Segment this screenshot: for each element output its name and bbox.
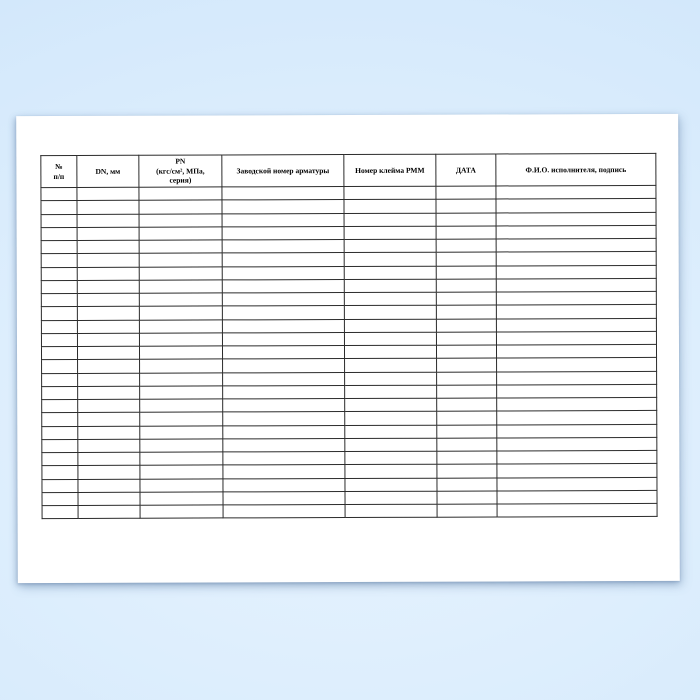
empty-cell [41,280,77,293]
empty-cell [223,425,345,439]
empty-cell [436,345,496,358]
empty-cell [436,239,496,252]
empty-cell [139,200,222,214]
document-page [16,114,680,583]
empty-cell [497,490,657,504]
empty-cell [437,385,497,398]
table-row [42,503,657,518]
empty-cell [222,253,344,267]
empty-cell [140,386,223,400]
empty-cell [41,254,77,267]
empty-cell [42,492,78,505]
empty-cell [139,293,222,307]
empty-cell [78,426,140,439]
empty-cell [496,305,656,319]
empty-cell [77,227,139,240]
empty-cell [222,200,344,214]
empty-cell [496,265,656,279]
empty-cell [78,373,140,386]
empty-cell [222,319,344,333]
empty-cell [344,345,436,359]
empty-cell [436,305,496,318]
empty-cell [139,227,222,241]
empty-cell [497,450,657,464]
empty-cell [140,505,223,519]
empty-cell [437,358,497,371]
empty-cell [496,278,656,292]
empty-cell [345,464,437,478]
empty-cell [41,187,77,200]
table-body [41,185,657,518]
empty-cell [436,226,496,239]
empty-cell [496,344,656,358]
empty-cell [436,186,496,199]
empty-cell [41,201,77,214]
fittings-log-table [40,153,657,519]
empty-cell [41,214,77,227]
empty-cell [41,240,77,253]
empty-cell [42,386,78,399]
empty-cell [437,398,497,411]
empty-cell [436,332,496,345]
empty-cell [139,280,222,294]
empty-cell [42,399,78,412]
empty-cell [41,320,77,333]
empty-cell [78,479,140,492]
empty-cell [344,292,436,306]
col-header-stamp-number: Номер клейма РММ [344,154,436,186]
empty-cell [223,438,345,452]
empty-cell [344,186,436,200]
empty-cell [345,491,437,505]
empty-cell [436,252,496,265]
empty-cell [42,413,78,426]
empty-cell [223,359,345,373]
empty-cell [223,505,345,519]
empty-cell [41,346,77,359]
empty-cell [42,452,78,465]
empty-cell [345,358,437,372]
empty-cell [223,385,345,399]
empty-cell [223,452,345,466]
empty-cell [436,265,496,278]
empty-cell [496,225,656,239]
empty-cell [139,187,222,201]
empty-cell [497,477,657,491]
empty-cell [222,240,344,254]
empty-cell [41,227,77,240]
empty-cell [78,492,140,505]
col-header-executor-signature: Ф.И.О. исполнителя, подпись [496,153,656,186]
empty-cell [496,331,656,345]
empty-cell [437,451,497,464]
empty-cell [345,372,437,386]
empty-cell [496,238,656,252]
empty-cell [496,291,656,305]
empty-cell [437,371,497,384]
empty-cell [497,437,657,451]
empty-cell [77,267,139,280]
empty-cell [78,386,140,399]
col-header-dn: DN, мм [77,155,139,187]
empty-cell [78,465,140,478]
empty-cell [437,424,497,437]
empty-cell [497,424,657,438]
empty-cell [140,452,223,466]
col-header-factory-number: Заводской номер арматуры [222,155,344,187]
empty-cell [78,439,140,452]
empty-cell [139,240,222,254]
empty-cell [437,438,497,451]
empty-cell [345,398,437,412]
empty-cell [139,306,222,320]
empty-cell [437,464,497,477]
empty-cell [344,266,436,280]
empty-cell [41,333,77,346]
empty-cell [497,358,657,372]
empty-cell [77,214,139,227]
empty-cell [436,212,496,225]
empty-cell [78,359,140,372]
empty-cell [42,439,78,452]
empty-cell [345,385,437,399]
empty-cell [41,293,77,306]
empty-cell [77,306,139,319]
empty-cell [140,399,223,413]
col-header-row-number: № п/п [41,155,77,187]
empty-cell [140,465,223,479]
empty-cell [344,239,436,253]
empty-cell [344,305,436,319]
empty-cell [496,318,656,332]
empty-cell [496,212,656,226]
empty-cell [223,491,345,505]
empty-cell [436,279,496,292]
empty-cell [139,319,222,333]
empty-cell [41,267,77,280]
empty-cell [140,492,223,506]
empty-cell [77,293,139,306]
empty-cell [42,505,78,518]
empty-cell [345,425,437,439]
empty-cell [222,187,344,201]
empty-cell [496,252,656,266]
empty-cell [436,292,496,305]
empty-cell [41,307,77,320]
empty-cell [77,333,139,346]
empty-cell [78,452,140,465]
empty-cell [222,293,344,307]
table-header-row [41,153,656,187]
empty-cell [344,319,436,333]
empty-cell [497,411,657,425]
empty-cell [344,213,436,227]
empty-cell [139,266,222,280]
empty-cell [42,426,78,439]
empty-cell [345,504,437,518]
empty-cell [222,332,344,346]
empty-cell [437,491,497,504]
empty-cell [77,346,139,359]
empty-cell [140,439,223,453]
empty-cell [437,504,497,517]
empty-cell [77,200,139,213]
empty-cell [140,412,223,426]
empty-cell [78,412,140,425]
empty-cell [345,451,437,465]
empty-cell [223,412,345,426]
empty-cell [345,438,437,452]
empty-cell [436,199,496,212]
empty-cell [42,466,78,479]
empty-cell [437,477,497,490]
empty-cell [78,399,140,412]
empty-cell [140,425,223,439]
empty-cell [345,411,437,425]
empty-cell [344,199,436,213]
empty-cell [497,464,657,478]
empty-cell [223,399,345,413]
empty-cell [344,279,436,293]
empty-cell [497,397,657,411]
empty-cell [222,346,344,360]
empty-cell [437,411,497,424]
empty-cell [496,199,656,213]
empty-cell [222,226,344,240]
empty-cell [436,318,496,331]
empty-cell [222,266,344,280]
empty-cell [139,346,222,360]
empty-cell [77,240,139,253]
empty-cell [42,360,78,373]
empty-cell [222,279,344,293]
empty-cell [78,505,140,518]
empty-cell [139,253,222,267]
empty-cell [345,478,437,492]
empty-cell [496,185,656,199]
empty-cell [139,333,222,347]
col-header-date: ДАТА [436,154,496,186]
empty-cell [77,280,139,293]
empty-cell [140,359,223,373]
empty-cell [223,465,345,479]
empty-cell [42,479,78,492]
empty-cell [77,320,139,333]
col-header-pn: PN (кгс/см², МПа, серия) [139,155,222,187]
empty-cell [497,384,657,398]
empty-cell [344,226,436,240]
table-header [41,153,656,187]
empty-cell [77,187,139,200]
empty-cell [222,306,344,320]
empty-cell [139,213,222,227]
empty-cell [222,213,344,227]
empty-cell [223,478,345,492]
empty-cell [497,371,657,385]
empty-cell [140,372,223,386]
empty-cell [223,372,345,386]
empty-cell [344,332,436,346]
empty-cell [77,253,139,266]
empty-cell [140,478,223,492]
empty-cell [497,503,657,517]
empty-cell [42,373,78,386]
empty-cell [344,252,436,266]
